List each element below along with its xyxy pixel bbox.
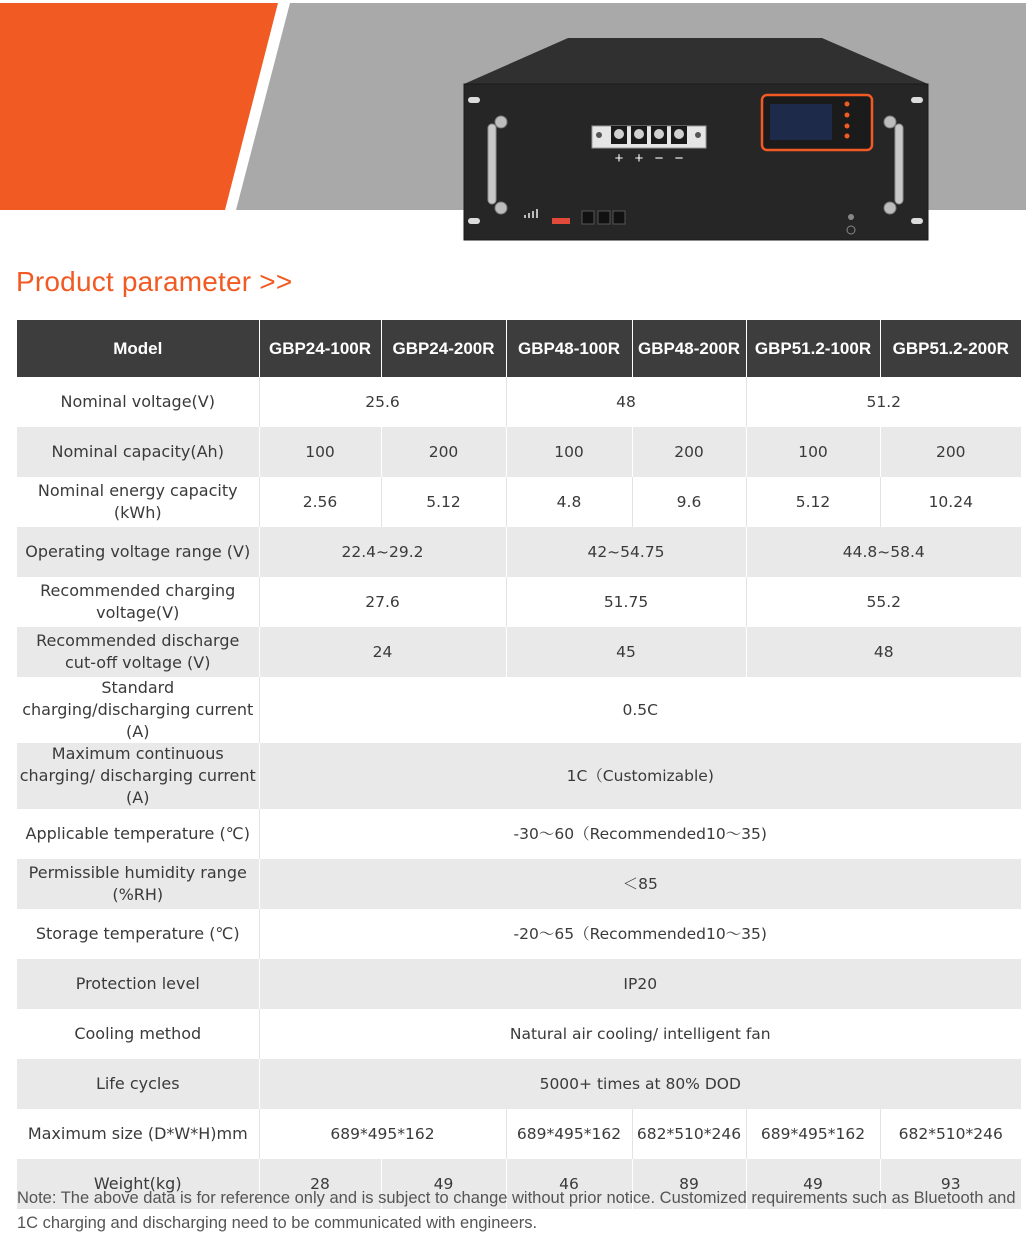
cell-value: 89 (632, 1159, 746, 1209)
table-row (17, 477, 1021, 527)
cell-value: 689*495*162 (746, 1109, 880, 1159)
port-icon (582, 211, 594, 224)
row-label: Maximum size (D*W*H)mm (17, 1109, 259, 1159)
header-gbp51-2-200r: GBP51.2-200R (880, 320, 1021, 377)
lcd-display-icon (762, 95, 872, 150)
reset-button-icon (848, 214, 854, 220)
table-row (17, 627, 1021, 677)
product-hero-banner (0, 0, 1026, 252)
table-row (17, 1109, 1021, 1159)
table-row (17, 909, 1021, 959)
cell-value: 2.56 (259, 477, 381, 527)
table-row (17, 959, 1021, 1009)
cell-value: 51.2 (746, 377, 1021, 427)
table-row (17, 859, 1021, 909)
cell-value: 27.6 (259, 577, 506, 627)
cell-value: -30～60（Recommended10～35) (259, 809, 1021, 859)
cell-value: 48 (506, 377, 746, 427)
product-parameter-table (17, 320, 1021, 1209)
cell-value: 48 (746, 627, 1021, 677)
cell-value: IP20 (259, 959, 1021, 1009)
cell-value: 682*510*246 (880, 1109, 1021, 1159)
cell-value: 10.24 (880, 477, 1021, 527)
mount-hole-icon (911, 218, 923, 224)
cell-value: 682*510*246 (632, 1109, 746, 1159)
table-row (17, 377, 1021, 427)
header-gbp48-100r: GBP48-100R (506, 320, 632, 377)
table-row (17, 577, 1021, 627)
header-gbp51-2-100r: GBP51.2-100R (746, 320, 880, 377)
cell-value: 1C（Customizable) (259, 743, 1021, 809)
cell-value: 45 (506, 627, 746, 677)
cell-value: 5000+ times at 80% DOD (259, 1059, 1021, 1109)
section-title: Product parameter >> (16, 266, 293, 297)
table-row (17, 527, 1021, 577)
cell-value: 4.8 (506, 477, 632, 527)
header-gbp24-100r: GBP24-100R (259, 320, 381, 377)
dip-switch-icon (552, 218, 570, 224)
header-model: Model (17, 320, 259, 377)
row-label: Maximum continuous charging/ discharging current (A) (17, 743, 259, 809)
port-icon (598, 211, 610, 224)
hero-graphic (0, 0, 1026, 252)
row-label: Applicable temperature (℃) (17, 809, 259, 859)
cell-value: 200 (381, 427, 506, 477)
cell-value: 28 (259, 1159, 381, 1209)
disclaimer-note: Note: The above data is for reference only and is subject to change without prior notice. Customized requirements such as Bluetooth and 1C charging and discharging need to be communicated with engineers. (17, 1189, 1016, 1232)
row-label: Permissible humidity range (%RH) (17, 859, 259, 909)
cell-value: 22.4~29.2 (259, 527, 506, 577)
row-label: Nominal energy capacity (kWh) (17, 477, 259, 527)
cell-value: 9.6 (632, 477, 746, 527)
cell-value: 24 (259, 627, 506, 677)
cell-value: 5.12 (381, 477, 506, 527)
cell-value: 200 (632, 427, 746, 477)
cell-value: 100 (259, 427, 381, 477)
port-icon (613, 211, 625, 224)
table-row (17, 677, 1021, 743)
row-label: Recommended discharge cut-off voltage (V) (17, 627, 259, 677)
table-row (17, 1009, 1021, 1059)
cell-value: 100 (506, 427, 632, 477)
terminal-sign: − (654, 150, 664, 167)
row-label: Nominal capacity(Ah) (17, 427, 259, 477)
cell-value: Natural air cooling/ intelligent fan (259, 1009, 1021, 1059)
table-row (17, 809, 1021, 859)
cell-value: 25.6 (259, 377, 506, 427)
cell-value: 689*495*162 (506, 1109, 632, 1159)
cell-value: 42~54.75 (506, 527, 746, 577)
cell-value: 49 (381, 1159, 506, 1209)
terminal-sign: + (614, 150, 624, 167)
row-label: Nominal voltage(V) (17, 377, 259, 427)
header-gbp48-200r: GBP48-200R (632, 320, 746, 377)
cell-value: 44.8~58.4 (746, 527, 1021, 577)
row-label: Recommended charging voltage(V) (17, 577, 259, 627)
table-row (17, 427, 1021, 477)
row-label: Life cycles (17, 1059, 259, 1109)
cell-value: 0.5C (259, 677, 1021, 743)
header-gbp24-200r: GBP24-200R (381, 320, 506, 377)
cell-value: 100 (746, 427, 880, 477)
row-label: Weight(kg) (17, 1159, 259, 1209)
row-label: Standard charging/discharging current (A) (17, 677, 259, 743)
row-label: Protection level (17, 959, 259, 1009)
cell-value: 49 (746, 1159, 880, 1209)
cell-value: 51.75 (506, 577, 746, 627)
cell-value: 55.2 (746, 577, 1021, 627)
cell-value: 200 (880, 427, 1021, 477)
terminal-sign: − (674, 150, 684, 167)
table-row (17, 1059, 1021, 1109)
cell-value: 46 (506, 1159, 632, 1209)
table-header-row (17, 320, 1021, 377)
terminal-block-icon (592, 126, 706, 148)
cell-value: ＜85 (259, 859, 1021, 909)
mount-hole-icon (468, 218, 480, 224)
cell-value: 93 (880, 1159, 1021, 1209)
cell-value: -20～65（Recommended10～35) (259, 909, 1021, 959)
terminal-sign: + (634, 150, 644, 167)
mount-hole-icon (468, 97, 480, 103)
cell-value: 5.12 (746, 477, 880, 527)
cell-value: 689*495*162 (259, 1109, 506, 1159)
row-label: Cooling method (17, 1009, 259, 1059)
row-label: Storage temperature (℃) (17, 909, 259, 959)
orange-wedge (0, 3, 278, 210)
row-label: Operating voltage range (V) (17, 527, 259, 577)
mount-hole-icon (911, 97, 923, 103)
table-row (17, 743, 1021, 809)
